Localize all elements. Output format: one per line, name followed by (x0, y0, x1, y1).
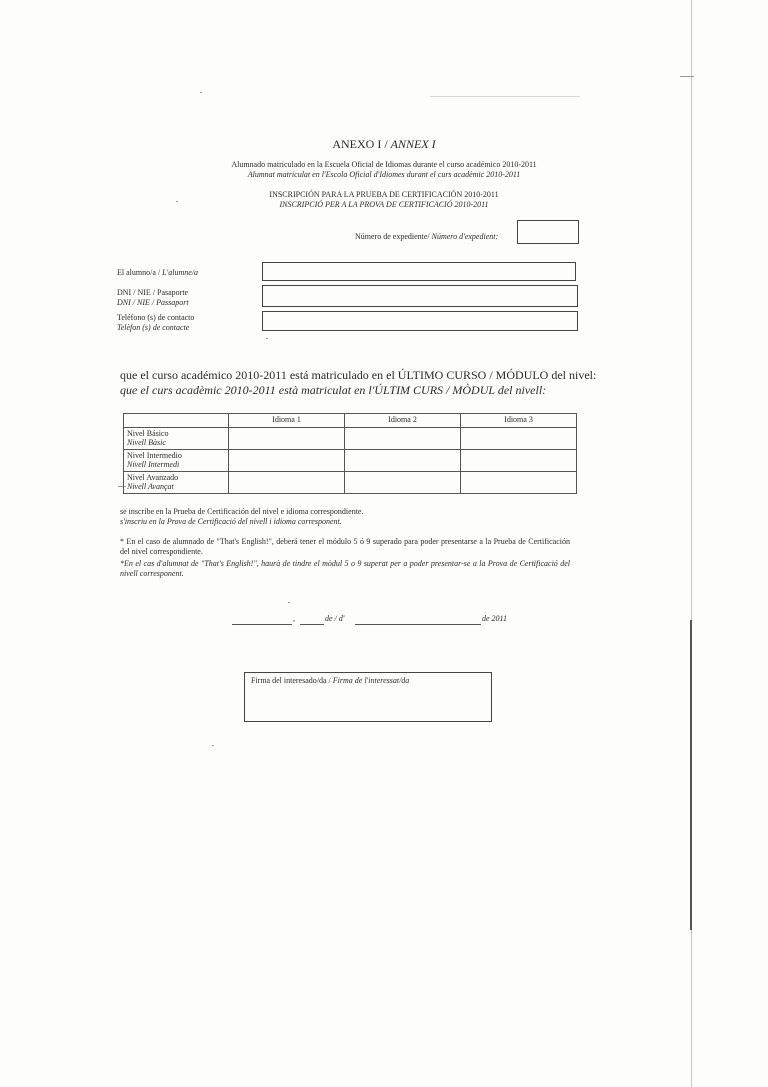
date-year-label: de 2011 (482, 614, 507, 623)
table-row (124, 450, 577, 472)
scan-speck (288, 602, 290, 603)
statement-va: que el curs acadèmic 2010-2011 està matriculat en l'ÚLTIM CURS / MÒDUL del nivell: (120, 383, 547, 397)
scan-speck (212, 745, 214, 746)
table-row (124, 472, 577, 494)
expediente-label: Número de expediente/ Número d'expedient: (355, 232, 499, 241)
column-header: Idioma 2 (345, 414, 461, 428)
statement-es: que el curso académico 2010-2011 está matriculado en el ÚLTIMO CURSO / MÓDULO del nivel: (120, 368, 597, 382)
table-cell[interactable] (229, 450, 345, 472)
inscribe-es: se inscribe en la Prueba de Certificación del nivel e idioma correspondiente. (120, 507, 364, 516)
column-header: Idioma 3 (461, 414, 577, 428)
row-label: Nivel Básico Nivell Bàsic (124, 428, 229, 450)
scan-speck (430, 96, 580, 97)
table-cell[interactable] (461, 428, 577, 450)
expediente-field[interactable] (517, 220, 579, 244)
day-blank[interactable] (300, 624, 324, 625)
phone-field[interactable] (262, 311, 578, 331)
field-label-phone: Teléfono (s) de contacto Telèfon (s) de contacte (117, 313, 195, 332)
subtitle-es: Alumnado matriculado en la Escuela Oficial de Idiomas durante el curso académico 2010-2011 (231, 160, 537, 169)
form-title-es: INSCRIPCIÓN PARA LA PRUEBA DE CERTIFICACIÓN 2010-2011 (269, 190, 499, 199)
scan-speck (680, 76, 694, 77)
scan-speck (200, 92, 202, 93)
date-de-label: de / d' (325, 614, 345, 623)
table-row (124, 428, 577, 450)
scan-speck (266, 338, 268, 339)
month-blank[interactable] (355, 624, 481, 625)
table-cell[interactable] (229, 472, 345, 494)
table-cell[interactable] (461, 450, 577, 472)
table-cell[interactable] (229, 428, 345, 450)
table-corner-cell (124, 414, 229, 428)
annex-title: ANEXO I / ANNEX I (332, 137, 436, 151)
id-document-field[interactable] (262, 285, 578, 307)
signature-label: Firma del interesado/da / Firma de l'interessat/da (251, 676, 410, 685)
table-cell[interactable] (345, 450, 461, 472)
form-title-va: INSCRIPCIÓ PER A LA PROVA DE CERTIFICACIÓ 2010-2011 (279, 200, 489, 209)
row-label: Nivel Intermedio Nivell Intermedi (124, 450, 229, 472)
inscribe-va: s'inscriu en la Prova de Certificació del nivell i idioma corresponent. (120, 517, 342, 526)
note-va: *En el cas d'alumnat de "That's English!", haurà de tindre el mòdul 5 o 9 superat per a poder presentar-se a la Prova de Certificació del nivell corresponent. (120, 559, 570, 578)
table-cell[interactable] (461, 472, 577, 494)
note-es: * En el caso de alumnado de "That's English!", deberá tener el módulo 5 ó 9 superado para poder presentarse a la Prueba de Certificación del nivel correspondiente. (120, 537, 570, 556)
subtitle-va: Alumnat matriculat en l'Escola Oficial d'Idiomes durant el curs acadèmic 2010-2011 (247, 170, 521, 179)
place-blank[interactable] (232, 624, 292, 625)
column-header: Idioma 1 (229, 414, 345, 428)
signature-box[interactable] (244, 672, 492, 722)
student-name-field[interactable] (262, 262, 576, 281)
table-header-row (124, 414, 577, 428)
field-label-id: DNI / NIE / Pasaporte DNI / NIE / Passaport (117, 288, 189, 307)
scan-edge-shadow (690, 620, 692, 930)
table-cell[interactable] (345, 428, 461, 450)
level-language-table (123, 413, 577, 494)
field-label-student: El alumno/a / L'alumne/a (117, 268, 199, 277)
row-label: Nivel Avanzado Nivell Avançat (124, 472, 229, 494)
date-comma: , (293, 614, 295, 623)
table-cell[interactable] (345, 472, 461, 494)
